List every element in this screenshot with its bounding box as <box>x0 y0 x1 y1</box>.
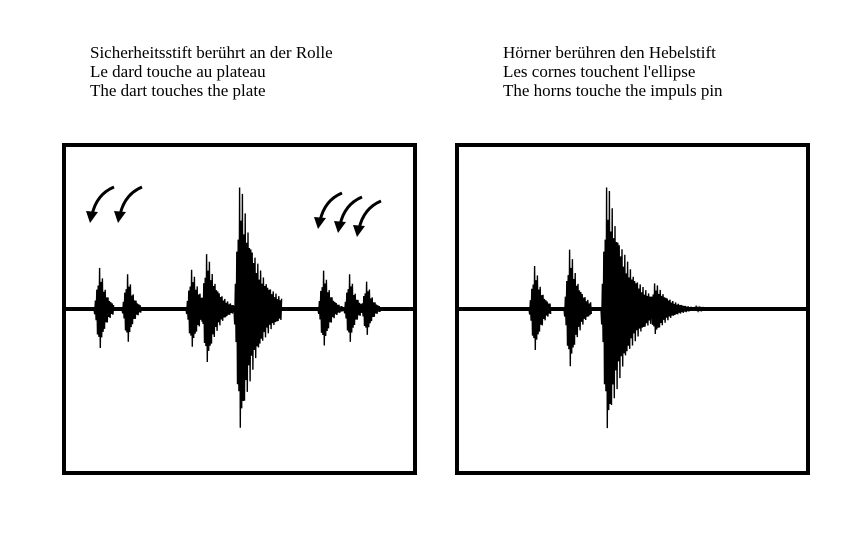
curved-arrow-icon <box>320 193 342 221</box>
waveform-burst <box>201 254 235 362</box>
curved-arrow-icon <box>359 201 381 229</box>
waveform-burst <box>649 283 704 334</box>
waveform-right-canvas <box>455 143 810 475</box>
caption-right-line-2: Les cornes touchent l'ellipse <box>503 62 696 81</box>
waveform-burst <box>94 268 114 348</box>
waveform-burst <box>361 282 381 335</box>
caption-right-line-1: Hörner berühren den Hebelstift <box>503 43 716 62</box>
waveform-burst <box>234 187 282 427</box>
curved-arrow-icon <box>340 197 362 225</box>
waveform-burst <box>601 187 655 428</box>
arrows-group <box>86 187 381 237</box>
curved-arrow-icon <box>92 187 114 215</box>
waveform-burst <box>122 274 141 341</box>
waveform-left-canvas <box>62 143 417 475</box>
caption-left-line-3: The dart touches the plate <box>90 81 266 100</box>
waveform-burst <box>318 271 344 346</box>
caption-right-line-3: The horns touche the impuls pin <box>503 81 723 100</box>
caption-left-line-1: Sicherheitsstift berührt an der Rolle <box>90 43 333 62</box>
curved-arrow-icon <box>120 187 142 215</box>
caption-right <box>503 43 723 100</box>
waveform-burst <box>529 266 551 350</box>
waveform-panel-left <box>62 143 417 475</box>
caption-left <box>90 43 333 100</box>
waveform-burst <box>564 250 591 367</box>
caption-left-line-2: Le dard touche au plateau <box>90 62 266 81</box>
waveform-panel-right <box>455 143 810 475</box>
